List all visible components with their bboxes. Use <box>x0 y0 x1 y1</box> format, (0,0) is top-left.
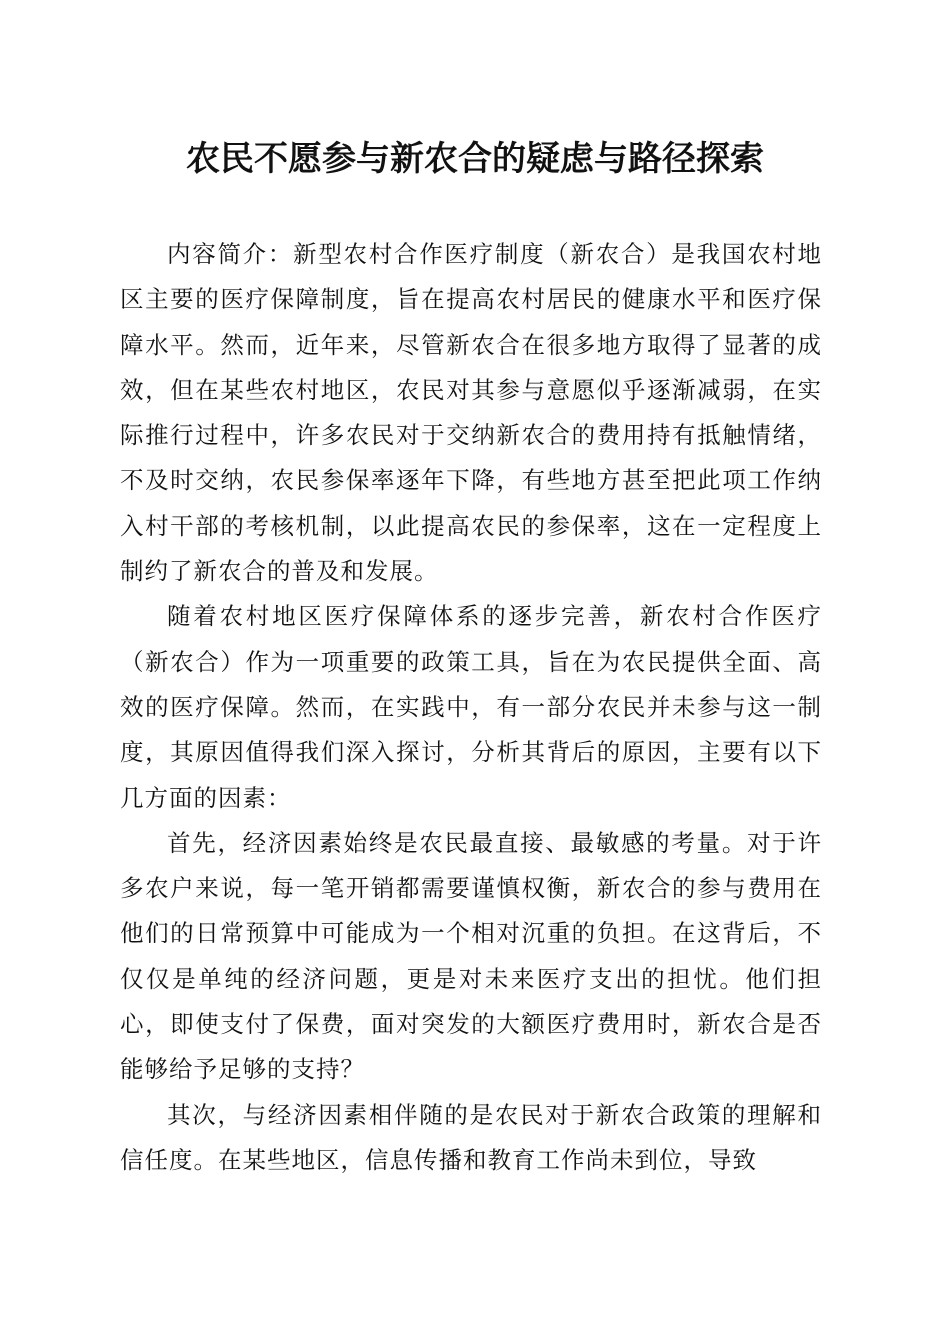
trust-factor-paragraph: 其次，与经济因素相伴随的是农民对于新农合政策的理解和信任度。在某些地区，信息传播和教育工作尚未到位，导致 <box>120 1100 822 1174</box>
economic-factor-paragraph: 首先，经济因素始终是农民最直接、最敏感的考量。对于许多农户来说，每一笔开销都需要谨慎权衡，新农合的参与费用在他们的日常预算中可能成为一个相对沉重的负担。在这背后，不仅仅是单纯的经济问题，更是对未来医疗支出的担忧。他们担心，即使支付了保费，面对突发的大额医疗费用时，新农合是否能够给予足够的支持？ <box>120 828 822 1084</box>
context-paragraph: 随着农村地区医疗保障体系的逐步完善，新农村合作医疗（新农合）作为一项重要的政策工具，旨在为农民提供全面、高效的医疗保障。然而，在实践中，有一部分农民并未参与这一制度，其原因值得我们深入探讨，分析其背后的原因，主要有以下几方面的因素： <box>120 602 822 812</box>
intro-paragraph: 内容简介：新型农村合作医疗制度（新农合）是我国农村地区主要的医疗保障制度，旨在提高农村居民的健康水平和医疗保障水平。然而，近年来，尽管新农合在很多地方取得了显著的成效，但在某些农村地区，农民对其参与意愿似乎逐渐减弱，在实际推行过程中，许多农民对于交纳新农合的费用持有抵触情绪，不及时交纳，农民参保率逐年下降，有些地方甚至把此项工作纳入村干部的考核机制，以此提高农民的参保率，这在一定程度上制约了新农合的普及和发展。 <box>120 240 822 586</box>
document-body <box>120 232 822 1183</box>
document-title: 农民不愿参与新农合的疑虑与路径探索 <box>186 139 764 179</box>
